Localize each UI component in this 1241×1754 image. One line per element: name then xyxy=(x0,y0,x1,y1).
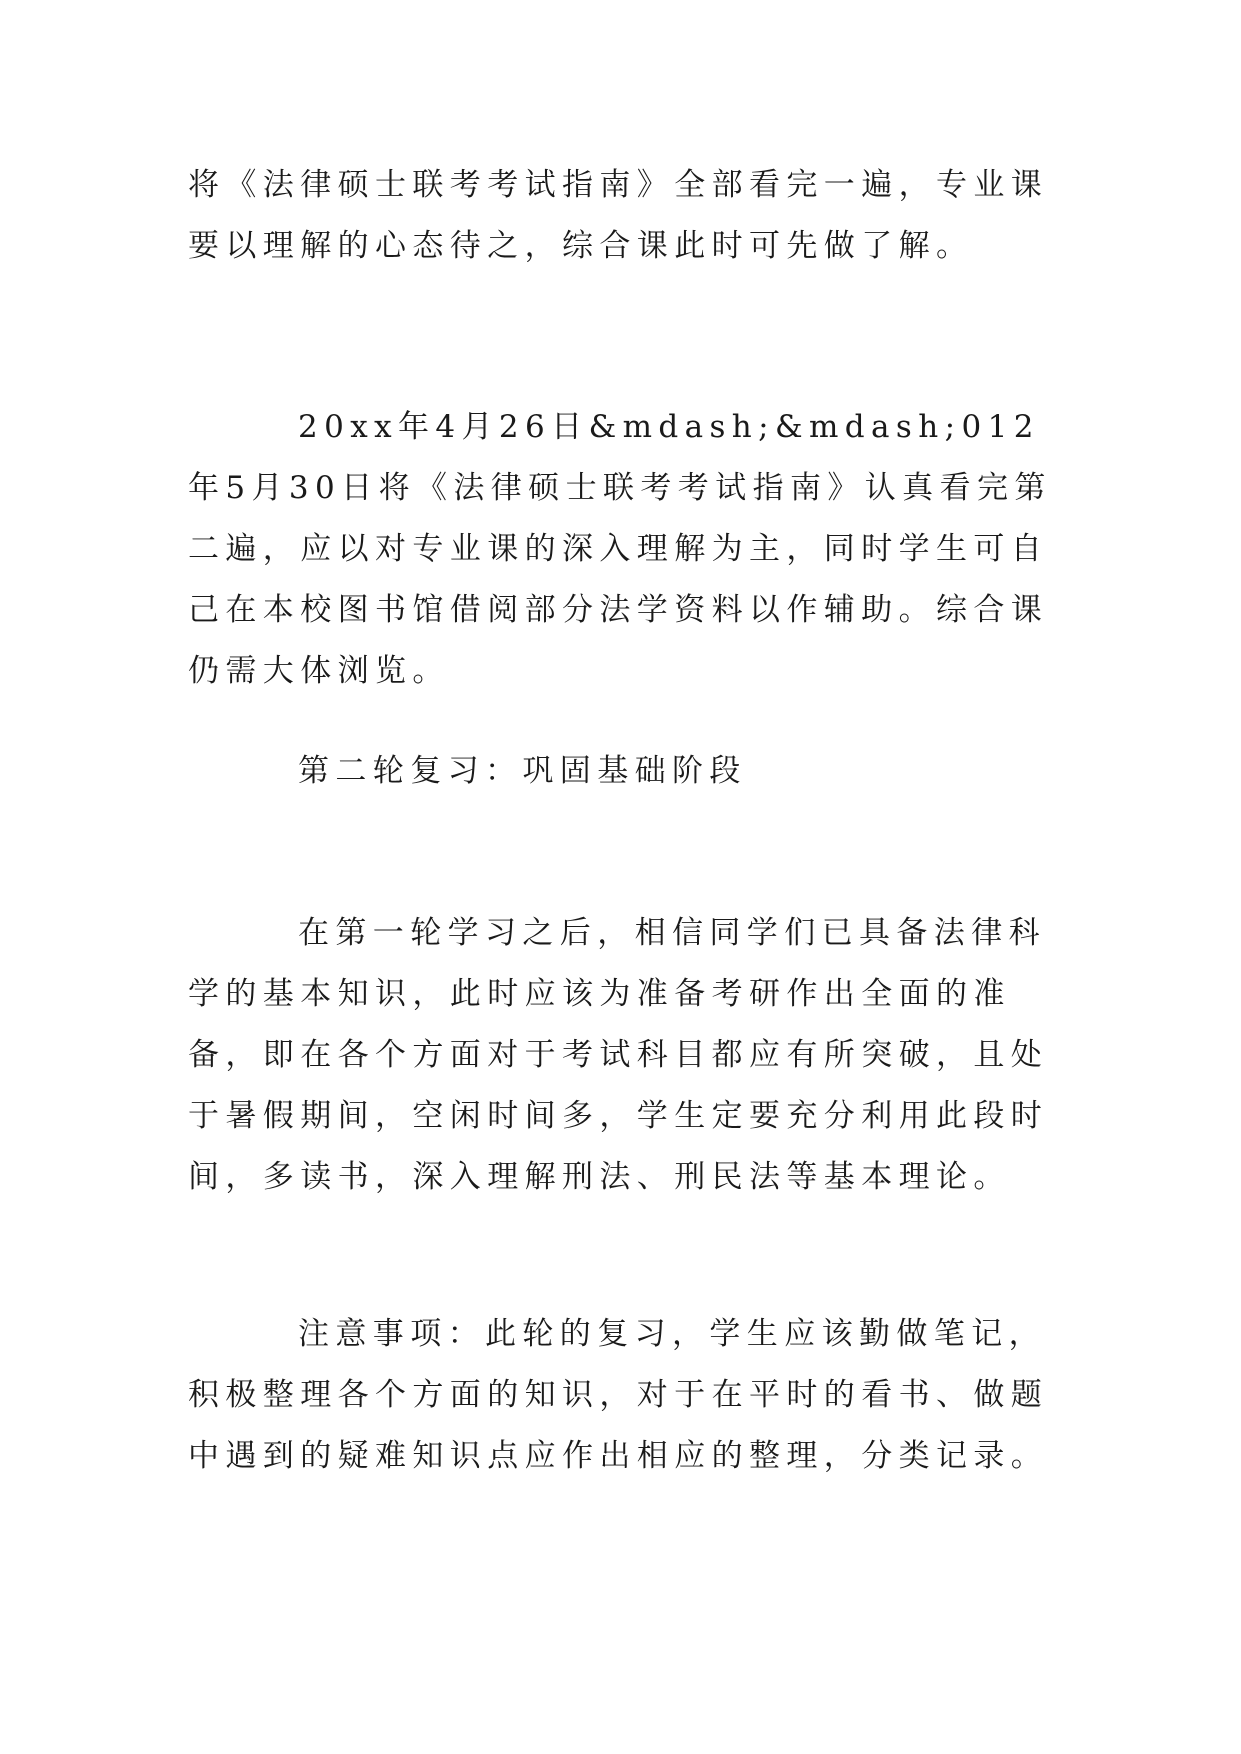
paragraph-1: 将《法律硕士联考考试指南》全部看完一遍，专业课要以理解的心态待之，综合课此时可先做了解。 xyxy=(188,167,1049,264)
paragraph-4: 注意事项：此轮的复习，学生应该勤做笔记，积极整理各个方面的知识，对于在平时的看书、做题中遇到的疑难知识点应作出相应的整理，分类记录。 xyxy=(188,1316,1049,1474)
section-heading: 第二轮复习：巩固基础阶段 xyxy=(298,753,747,789)
paragraph-3: 在第一轮学习之后，相信同学们已具备法律科学的基本知识，此时应该为准备考研作出全面的准备，即在各个方面对于考试科目都应有所突破，且处于暑假期间，空闲时间多，学生定要充分利用此段时间，多读书，深入理解刑法、刑民法等基本理论。 xyxy=(188,915,1049,1195)
paragraph-2: 20xx年4月26日&mdash;&mdash;012年5月30日将《法律硕士联考考试指南》认真看完第二遍，应以对专业课的深入理解为主，同时学生可自己在本校图书馆借阅部分法学资料以作辅助。综合课仍需大体浏览。 xyxy=(188,409,1052,689)
